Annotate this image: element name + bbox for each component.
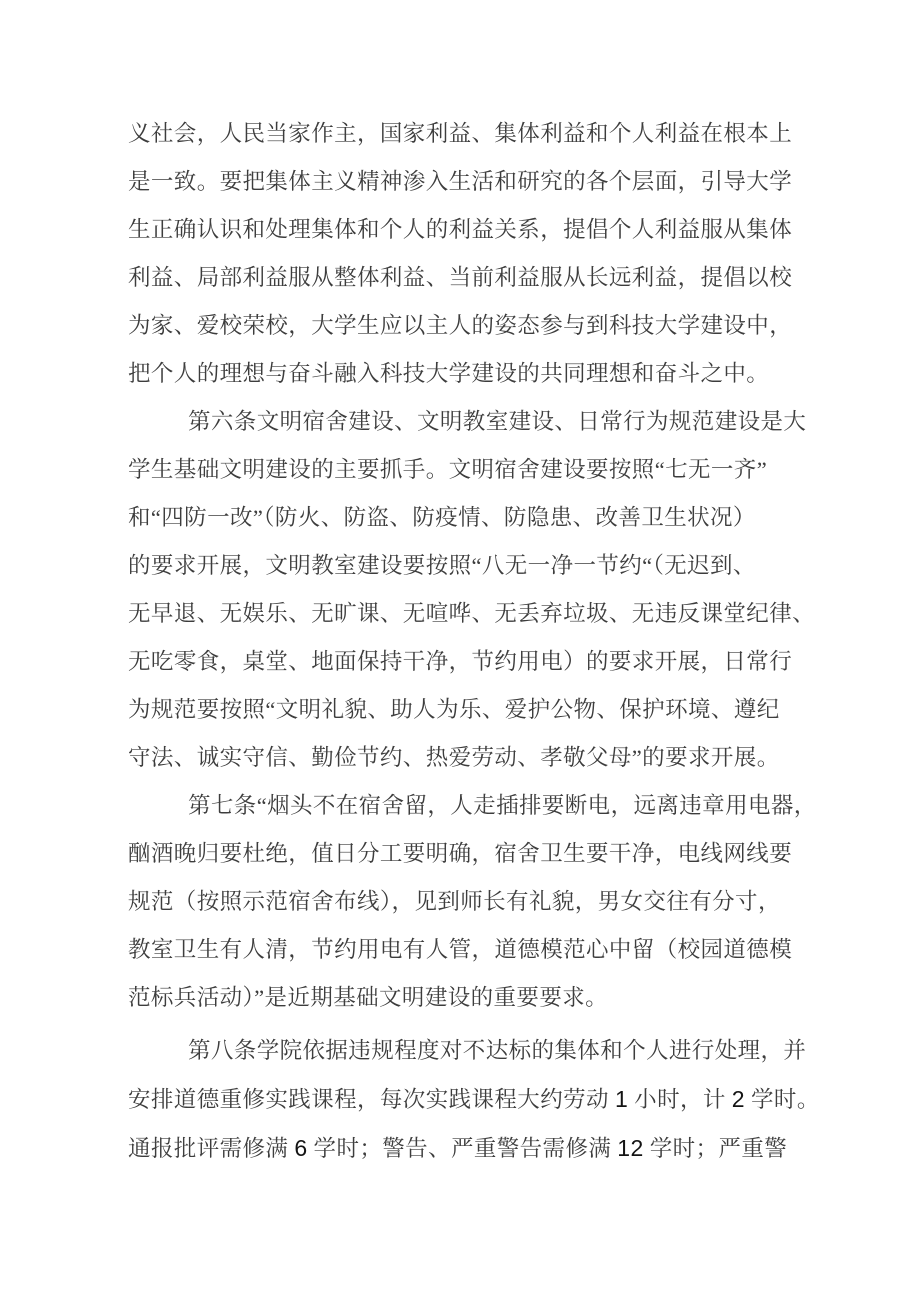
- text-run: 规范（按照示范宿舍布线），见到师长有礼貌，男女交往有分寸，: [128, 889, 781, 914]
- text-line: [128, 878, 800, 926]
- text-line: [128, 398, 807, 446]
- text-line: [128, 302, 800, 350]
- number-run: 2: [731, 1086, 745, 1112]
- text-run: 第六条文明宿舍建设、文明教室建设、日常行为规范建设是大: [188, 409, 807, 434]
- text-line: [128, 110, 800, 158]
- text-run: 酗酒晚归要杜绝，值日分工要明确，宿舍卫生要干净，电线网线要: [128, 841, 793, 866]
- text-run: 为规范要按照“文明礼貌、助人为乐、爱护公物、保护环境、遵纪: [128, 697, 780, 722]
- text-run: 第七条“烟头不在宿舍留，人走插排要断电，远离违章用电器，: [188, 793, 817, 818]
- text-run: 学时。: [745, 1087, 820, 1112]
- text-run: 是一致。要把集体主义精神渗入生活和研究的各个层面，引导大学: [128, 169, 793, 194]
- paragraph-article-6: [128, 398, 816, 782]
- text-line: [128, 974, 800, 1022]
- text-line: [128, 446, 800, 494]
- text-line: [128, 1124, 800, 1173]
- text-line: [128, 686, 800, 734]
- text-line: [128, 542, 800, 590]
- text-run: 把个人的理想与奋斗融入科技大学建设的共同理想和奋斗之中。: [128, 361, 770, 386]
- text-run: 义社会，人民当家作主，国家利益、集体利益和个人利益在根本上: [128, 121, 793, 146]
- text-line: [128, 254, 800, 302]
- text-line: [128, 158, 800, 206]
- text-line: [128, 830, 800, 878]
- text-line: [128, 590, 816, 638]
- number-run: 12: [617, 1135, 644, 1161]
- text-line: [128, 206, 800, 254]
- text-line: [128, 350, 800, 398]
- paragraph-continuation: [128, 110, 800, 398]
- text-run: 学时；警告、严重警告需修满: [307, 1136, 618, 1161]
- text-run: 小时，计: [628, 1087, 732, 1112]
- text-line: [128, 638, 800, 686]
- text-run: 学时；严重警: [643, 1136, 788, 1161]
- text-line: [128, 1075, 820, 1124]
- text-run: 第八条学院依据违规程度对不达标的集体和个人进行处理，并: [188, 1038, 807, 1063]
- text-line: [128, 926, 800, 974]
- text-run: 利益、局部利益服从整体利益、当前利益服从长远利益，提倡以校: [128, 265, 793, 290]
- text-line: [128, 494, 800, 542]
- text-line: [128, 1027, 807, 1075]
- paragraph-article-8: [128, 1027, 820, 1173]
- text-run: 无早退、无娱乐、无旷课、无喧哗、无丢弃垃圾、无违反课堂纪律、: [128, 601, 816, 626]
- text-run: 安排道德重修实践课程，每次实践课程大约劳动: [128, 1087, 615, 1112]
- text-run: 为家、爱校荣校，大学生应以主人的姿态参与到科技大学建设中，: [128, 313, 793, 338]
- text-run: 守法、诚实守信、勤俭节约、热爱劳动、孝敬父母”的要求开展。: [128, 745, 780, 770]
- number-run: 1: [614, 1086, 629, 1112]
- text-run: 和“四防一改”（防火、防盗、防疫情、防隐患、改善卫生状况）: [128, 505, 756, 530]
- paragraph-article-7: [128, 782, 817, 1022]
- text-run: 范标兵活动）”是近期基础文明建设的重要要求。: [128, 985, 609, 1010]
- text-line: [128, 734, 800, 782]
- text-run: 无吃零食，桌堂、地面保持干净，节约用电）的要求开展，日常行: [128, 649, 793, 674]
- text-run: 通报批评需修满: [128, 1136, 295, 1161]
- document-body: [128, 110, 820, 1173]
- text-run: 生正确认识和处理集体和个人的利益关系，提倡个人利益服从集体: [128, 217, 793, 242]
- text-run: 的要求开展，文明教室建设要按照“八无一净一节约“（无迟到、: [128, 553, 756, 578]
- text-run: 教室卫生有人清，节约用电有人管，道德模范心中留（校园道德模: [128, 937, 793, 962]
- text-run: 学生基础文明建设的主要抓手。文明宿舍建设要按照“七无一齐”: [128, 457, 768, 482]
- text-line: [128, 782, 817, 830]
- number-run: 6: [294, 1135, 308, 1161]
